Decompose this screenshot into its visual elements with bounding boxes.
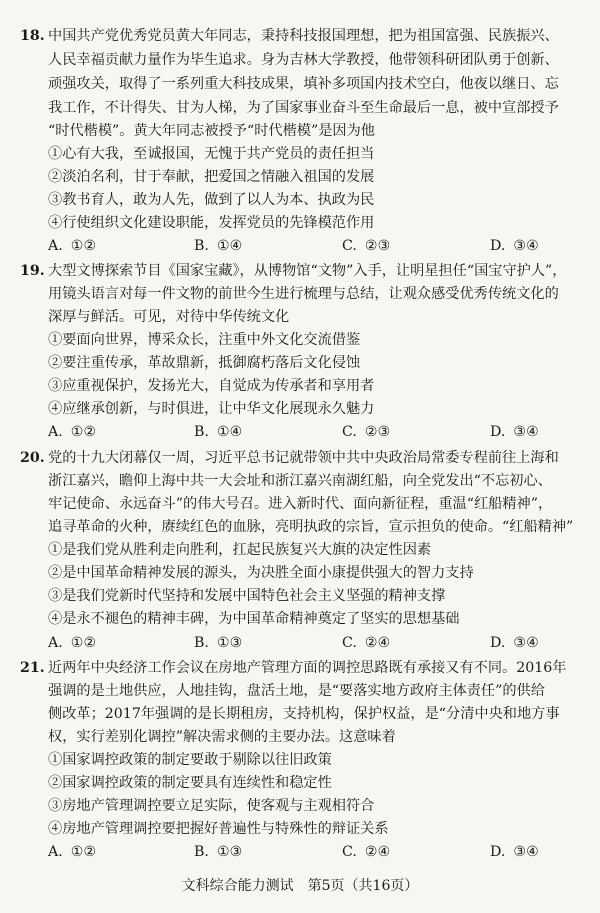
choice-a[interactable]: A. ①②	[48, 238, 97, 254]
stem-line: 深厚与鲜活。可见，对待中华传统文化	[48, 309, 290, 325]
stem-line: 中国共产党优秀党员黄大年同志，秉持科技报国理想，把为祖国富强、民族振兴、	[48, 28, 559, 44]
choice-b[interactable]: B. ①③	[194, 844, 243, 860]
option-statement: ④行使组织文化建设职能，发挥党员的先锋模范作用	[48, 215, 375, 231]
choice-a[interactable]: A. ①②	[48, 424, 97, 440]
option-statement: ①国家调控政策的制定要敢于剔除以往旧政策	[48, 752, 332, 768]
option-statement: ④房地产管理调控要把握好普遍性与特殊性的辩证关系	[48, 821, 389, 837]
answer-choices	[48, 422, 588, 442]
choice-c[interactable]: C. ②③	[342, 238, 391, 254]
choice-b[interactable]: B. ①④	[194, 238, 243, 254]
choice-d[interactable]: D. ③④	[490, 424, 539, 440]
option-statement: ②淡泊名利，甘于奉献，把爱国之情融入祖国的发展	[48, 169, 375, 185]
choice-d[interactable]: D. ③④	[490, 844, 539, 860]
stem-line: 人民幸福贡献力量作为毕生追求。身为吉林大学教授，他带领科研团队勇于创新、	[48, 52, 559, 68]
stem-line: 侧改革；2017年强调的是长期租房，支持机构，保护权益，是“分清中央和地方事	[48, 706, 560, 722]
option-statement: ③教书育人，敢为人先，做到了以人为本、执政为民	[48, 192, 375, 208]
question-number: 18.	[20, 28, 45, 44]
stem-line: 近两年中央经济工作会议在房地产管理方面的调控思路既有承接又有不同。2016年	[48, 660, 567, 676]
choice-c[interactable]: C. ②④	[342, 635, 391, 651]
question-number: 21.	[20, 660, 45, 676]
option-statement: ①是我们党从胜利走向胜利，扛起民族复兴大旗的决定性因素	[48, 542, 432, 558]
stem-line: 用镜头语言对每一件文物的前世今生进行梳理与总结，让观众感受优秀传统文化的	[48, 286, 559, 302]
choice-b[interactable]: B. ①④	[194, 424, 243, 440]
question-number: 19.	[20, 263, 45, 279]
option-statement: ③是我们党新时代坚持和发展中国特色社会主义坚强的精神支撑	[48, 588, 446, 604]
answer-choices	[48, 236, 588, 256]
option-statement: ②要注重传承，革故鼎新，抵御腐朽落后文化侵蚀	[48, 355, 361, 371]
option-statement: ③应重视保护，发扬光大，自觉成为传承者和享用者	[48, 378, 375, 394]
page-footer: 文科综合能力测试 第5页（共16页）	[181, 878, 419, 894]
stem-line: 强调的是土地供应，人地挂钩，盘活土地，是“要落实地方政府主体责任”的供给	[48, 683, 545, 699]
stem-line: 权，实行差别化调控”解决需求侧的主要办法。这意味着	[48, 729, 396, 745]
stem-line: 追寻革命的火种，赓续红色的血脉，亮明执政的宗旨，宣示担负的使命。“红船精神”	[48, 519, 574, 535]
question-number: 20.	[20, 450, 45, 466]
stem-line: 大型文博探索节目《国家宝藏》，从博物馆“文物”入手，让明星担任“国宝守护人”，	[48, 263, 567, 279]
choice-d[interactable]: D. ③④	[490, 635, 539, 651]
stem-line: 牢记使命、永远奋斗”的伟大号召。进入新时代、面向新征程，重温“红船精神”，	[48, 496, 553, 512]
option-statement: ①要面向世界，博采众长，注重中外文化交流借鉴	[48, 332, 361, 348]
option-statement: ④是永不褪色的精神丰碑，为中国革命精神奠定了坚实的思想基础	[48, 611, 460, 627]
stem-line: 浙江嘉兴，瞻仰上海中共一大会址和浙江嘉兴南湖红船，向全党发出“不忘初心、	[48, 473, 552, 489]
answer-choices	[48, 842, 588, 862]
stem-line: 我工作，不计得失、甘为人梯，为了国家事业奋斗至生命最后一息，被中宣部授予	[48, 100, 559, 116]
choice-a[interactable]: A. ①②	[48, 844, 97, 860]
option-statement: ④应继承创新，与时俱进，让中华文化展现永久魅力	[48, 401, 375, 417]
option-statement: ②是中国革命精神发展的源头，为决胜全面小康提供强大的智力支持	[48, 565, 474, 581]
choice-c[interactable]: C. ②④	[342, 844, 391, 860]
option-statement: ③房地产管理调控要立足实际，使客观与主观相符合	[48, 798, 375, 814]
choice-b[interactable]: B. ①③	[194, 635, 243, 651]
stem-line: “时代楷模”。黄大年同志被授予“时代楷模”是因为他	[48, 123, 375, 139]
choice-c[interactable]: C. ②③	[342, 424, 391, 440]
choice-d[interactable]: D. ③④	[490, 238, 539, 254]
choice-a[interactable]: A. ①②	[48, 635, 97, 651]
stem-line: 顽强攻关，取得了一系列重大科技成果，填补多项国内技术空白，他夜以继日、忘	[48, 76, 559, 92]
option-statement: ②国家调控政策的制定要具有连续性和稳定性	[48, 775, 332, 791]
option-statement: ①心有大我，至诚报国，无愧于共产党员的责任担当	[48, 146, 375, 162]
answer-choices	[48, 633, 588, 653]
stem-line: 党的十九大闭幕仅一周，习近平总书记就带领中共中央政治局常委专程前往上海和	[48, 450, 559, 466]
